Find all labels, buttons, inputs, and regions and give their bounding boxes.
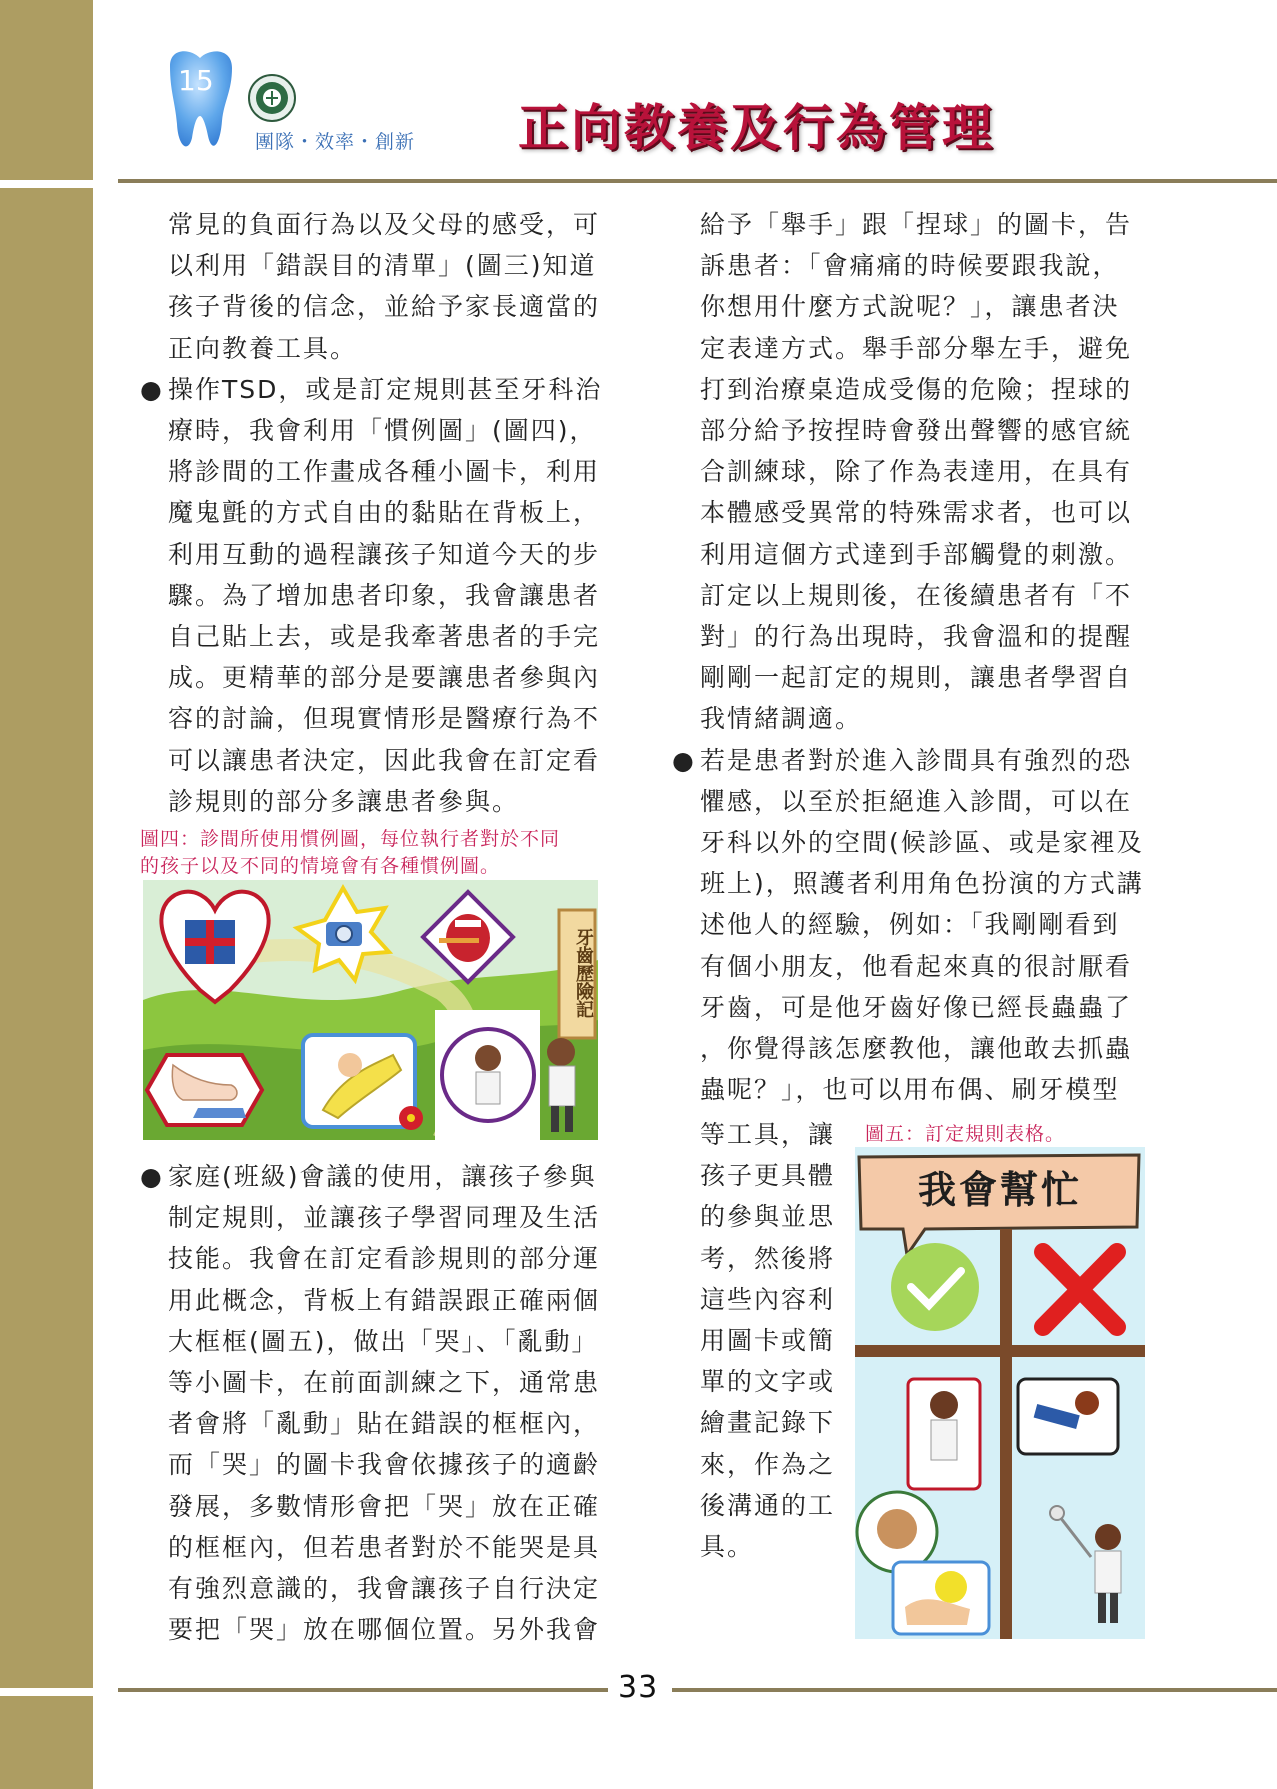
text-line: 合訓練球，除了作為表達用，在具有 <box>700 457 1133 487</box>
text-line: 要把「哭」放在哪個位置。另外我會 <box>168 1615 601 1645</box>
footer-divider <box>118 1688 608 1692</box>
header-divider <box>118 179 1277 183</box>
text-line: 述他人的經驗，例如：「我剛剛看到 <box>700 910 1120 940</box>
text-line: 用圖卡或簡 <box>700 1326 836 1356</box>
left-column <box>140 204 608 822</box>
text-line: 可以讓患者決定，因此我會在訂定看 <box>168 745 601 775</box>
footer-divider <box>672 1688 1277 1692</box>
text-line: 以利用「錯誤目的清單」(圖三)知道 <box>168 251 597 281</box>
caption-line: 的孩子以及不同的情境會有各種慣例圖。 <box>140 855 501 877</box>
text-line: 來，作為之 <box>700 1449 836 1479</box>
text-line: 者會將「亂動」貼在錯誤的框框內， <box>168 1409 601 1439</box>
page-title: 正向教養及行為管理 <box>518 98 995 157</box>
emblem-icon <box>248 74 296 122</box>
text-line: 若是患者對於進入診間具有強烈的恐 <box>700 745 1133 775</box>
caption-line: 圖四：診間所使用慣例圖，每位執行者對於不同 <box>140 828 561 850</box>
text-line: 訴患者：「會痛痛的時候要跟我說， <box>700 251 1120 281</box>
bullet-item <box>140 1156 608 1650</box>
figure5-caption: 圖五：訂定規則表格。 <box>865 1123 1066 1145</box>
text-line: 單的文字或 <box>700 1367 836 1397</box>
text-line: 對」的行為出現時，我會溫和的提醒 <box>700 622 1133 652</box>
text-line: 部分給予按捏時會發出聲響的感官統 <box>700 416 1133 446</box>
figure5-image <box>855 1147 1145 1639</box>
text-line: 魔鬼氈的方式自由的黏貼在背板上， <box>168 498 601 528</box>
text-line: 操作TSD，或是訂定規則甚至牙科治 <box>168 374 603 404</box>
text-line: 的參與並思 <box>700 1202 836 1232</box>
text-line: 驟。為了增加患者印象，我會讓患者 <box>168 580 601 610</box>
figure4-caption <box>140 826 610 880</box>
text-line: ，你覺得該怎麼教他，讓他敢去抓蟲 <box>700 1034 1133 1064</box>
text-line: 我情緒調適。 <box>700 704 863 734</box>
page-number: 33 <box>618 1670 659 1705</box>
figure4-image <box>143 880 598 1140</box>
text-line: 具。 <box>700 1532 755 1562</box>
figure5-banner-text: 我會幫忙 <box>917 1168 1082 1212</box>
text-line: 療時，我會利用「慣例圖」(圖四)， <box>168 416 597 446</box>
right-column <box>672 204 1150 1110</box>
text-line: 繪畫記錄下 <box>700 1408 836 1438</box>
text-line: 孩子更具體 <box>700 1161 836 1191</box>
issue-number: 15 <box>178 64 214 97</box>
side-bar-notch <box>0 1688 93 1696</box>
text-line: 家庭(班級)會議的使用，讓孩子參與 <box>168 1162 597 1191</box>
text-line: 考，然後將 <box>700 1243 836 1273</box>
text-line: 利用互動的過程讓孩子知道今天的步 <box>168 539 601 569</box>
text-line: 正向教養工具。 <box>168 333 358 363</box>
text-line: 本體感受異常的特殊需求者，也可以 <box>700 498 1133 528</box>
text-line: 制定規則，並讓孩子學習同理及生活 <box>168 1203 601 1233</box>
right-paragraph <box>700 204 1150 740</box>
text-line: 你想用什麼方式說呢？」，讓患者決 <box>700 292 1120 322</box>
motto: 團隊・效率・創新 <box>255 131 416 153</box>
text-line: 剛剛一起訂定的規則，讓患者學習自 <box>700 663 1133 693</box>
side-bar <box>0 0 93 1789</box>
tooth-icon <box>160 46 240 156</box>
text-line: 成。更精華的部分是要讓患者參與內 <box>168 663 601 693</box>
text-line: 常見的負面行為以及父母的感受，可 <box>168 210 601 239</box>
rule-board-illustration <box>855 1147 1145 1639</box>
bullet-dot-icon: ● <box>140 1162 164 1191</box>
right-narrow-text <box>700 1114 840 1567</box>
text-line: 的框框內，但若患者對於不能哭是具 <box>168 1532 601 1562</box>
text-line: 打到治療桌造成受傷的危險；捏球的 <box>700 374 1133 404</box>
text-line: 將診間的工作畫成各種小圖卡，利用 <box>168 457 601 487</box>
text-line: 診規則的部分多讓患者參與。 <box>168 786 520 816</box>
text-line: 用此概念，背板上有錯誤跟正確兩個 <box>168 1285 601 1315</box>
text-line: 等小圖卡，在前面訓練之下，通常患 <box>168 1368 601 1398</box>
left-column-lower <box>140 1156 608 1650</box>
text-line: 這些內容利 <box>700 1284 836 1314</box>
bullet-dot-icon: ● <box>140 374 164 404</box>
text-line: 給予「舉手」跟「捏球」的圖卡，告 <box>700 210 1133 239</box>
text-line: 容的討論，但現實情形是醫療行為不 <box>168 704 601 734</box>
bullet-item <box>140 369 608 822</box>
text-line: 牙齒，可是他牙齒好像已經長蟲蟲了 <box>700 992 1133 1022</box>
text-line: 自己貼上去，或是我牽著患者的手完 <box>168 622 601 652</box>
text-line: 有強烈意識的，我會讓孩子自行決定 <box>168 1574 601 1604</box>
text-line: 班上)，照護者利用角色扮演的方式講 <box>700 869 1144 899</box>
text-line: 懼感，以至於拒絕進入診間，可以在 <box>700 786 1133 816</box>
text-line: 孩子背後的信念，並給予家長適當的 <box>168 292 601 322</box>
left-paragraph <box>168 204 608 369</box>
text-line: 有個小朋友，他看起來真的很討厭看 <box>700 951 1133 981</box>
text-line: 大框框(圖五)，做出「哭」、「亂動」 <box>168 1326 599 1356</box>
routine-chart-illustration <box>143 880 598 1140</box>
text-line: 發展，多數情形會把「哭」放在正確 <box>168 1491 601 1521</box>
text-line: 利用這個方式達到手部觸覺的刺激。 <box>700 539 1133 569</box>
text-line: 訂定以上規則後，在後續患者有「不 <box>700 580 1133 610</box>
text-line: 等工具，讓 <box>700 1120 836 1149</box>
side-bar-notch <box>0 180 93 188</box>
text-line: 後溝通的工 <box>700 1490 836 1520</box>
text-line: 牙科以外的空間(候診區、或是家裡及 <box>700 828 1144 858</box>
bullet-dot-icon: ● <box>672 745 696 775</box>
text-line: 定表達方式。舉手部分舉左手，避免 <box>700 333 1133 363</box>
text-line: 蟲呢？」，也可以用布偶、刷牙模型 <box>700 1075 1120 1105</box>
text-line: 技能。我會在訂定看診規則的部分運 <box>168 1244 601 1274</box>
text-line: 而「哭」的圖卡我會依據孩子的適齡 <box>168 1450 601 1480</box>
bullet-item <box>672 740 1150 1111</box>
figure4-sign-text: 牙齒歷險記 <box>573 928 594 1018</box>
